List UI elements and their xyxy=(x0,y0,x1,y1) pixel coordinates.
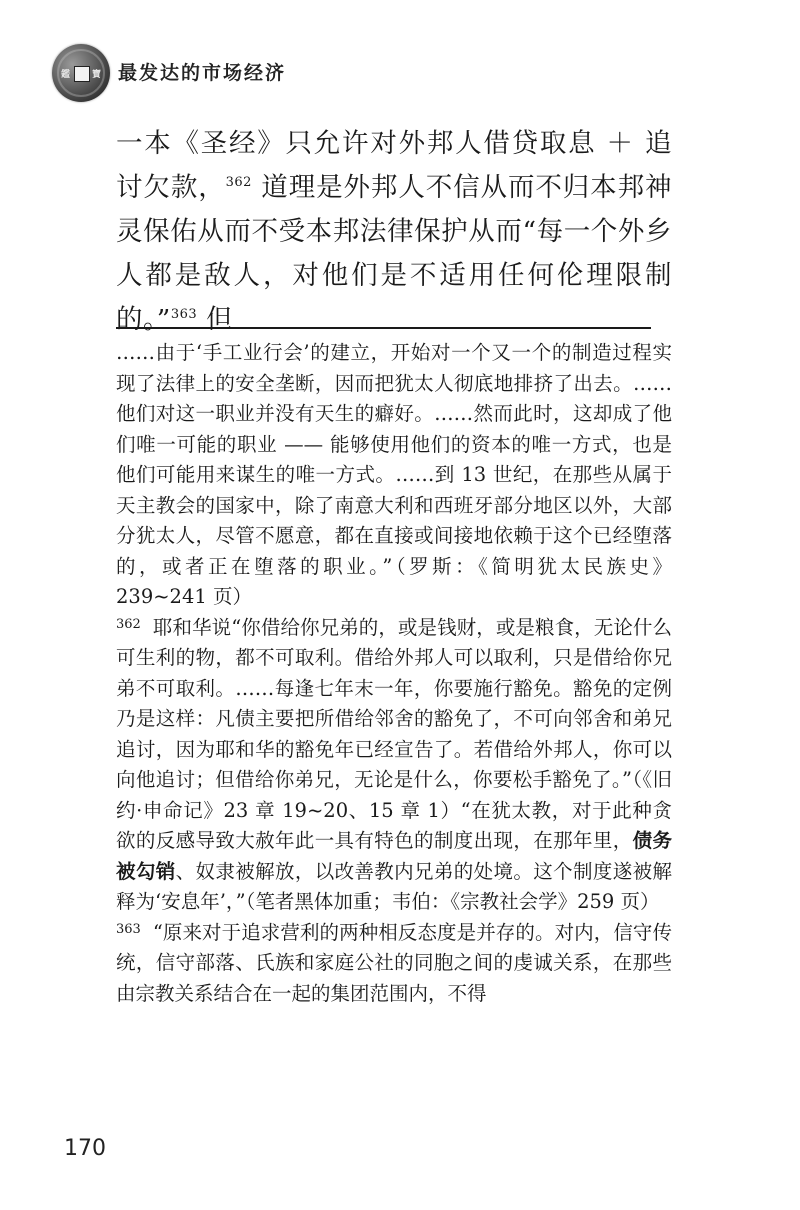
footnote-ref-363: 363 xyxy=(170,307,198,323)
footnote-continued: ……由于‘手工业行会’的建立，开始对一个又一个的制造过程实现了法律上的安全垄断，因而把犹太人彻底地排挤了出去。……他们对这一职业并没有天生的癖好。……然而此时，这却成了他们唯一可能的职业 —— 能够使用他们的资本的唯一方式，也是他们可能用来谋生的唯一方式。……到 13 世纪，在那些从属于天主教会的国家中，除了南意大利和西班牙部分地区以外，大部分犹太人，尽管不愿意，都在直接或间接地依赖于这个已经堕落的，或者正在堕落的职业。”（罗斯：《简明犹太民族史》239~241 页） xyxy=(116,341,672,608)
running-header xyxy=(52,44,692,104)
footnote-362: 362 耶和华说“你借给你兄弟的，或是钱财，或是粮食，无论什么可生利的物，都不可取利。借给外邦人可以取利，只是借给你兄弟不可取利。……每逢七年末一年，你要施行豁免。豁免的定例乃是这样：凡债主要把所借给邻舍的豁免了，不可向邻舍和弟兄追讨，因为耶和华的豁免年已经宣告了。若借给外邦人，你可以向他追讨；但借给你弟兄，无论是什么，你要松手豁免了。”（《旧约·申命记》23 章 19~20、15 章 1）“在犹太教，对于此种贪欲的反感导致大赦年此一具有特色的制度出现，在那年里，债务被勾销、奴隶被解放，以改善教内兄弟的处境。这个制度遂被解释为‘安息年’，”（笔者黑体加重；韦伯：《宗教社会学》259 页） xyxy=(116,615,672,913)
coin-emblem-icon xyxy=(52,44,110,102)
footnotes-section xyxy=(116,338,672,1009)
main-paragraph xyxy=(116,122,672,342)
running-title: 最发达的市场经济 xyxy=(118,62,287,84)
footnote-363-text: “原来对于追求营利的两种相反态度是并存的。对内，信守传统，信守部落、氏族和家庭公社的同胞之间的虔诚关系，在那些由宗教关系结合在一起的集团范围内，不得 xyxy=(116,920,672,1005)
emblem-char-right: 寶 xyxy=(91,70,101,80)
footnote-363: 363 “原来对于追求营利的两种相反态度是并存的。对内，信守传统，信守部落、氏族和家庭公社的同胞之间的虔诚关系，在那些由宗教关系结合在一起的集团范围内，不得 xyxy=(116,920,672,1005)
footnote-362-bold-text: 债务被勾销 xyxy=(116,829,672,883)
paragraph-text-start: 一本《圣经》只允许对外邦人借贷取息 ＋ 追讨欠款， xyxy=(116,128,672,203)
page-number: 170 xyxy=(64,1136,106,1161)
emblem-char-left: 鑑 xyxy=(61,70,71,80)
footnote-362-text-end: 、奴隶被解放，以改善教内兄弟的处境。这个制度遂被解释为‘安息年’，”（笔者黑体加重；韦伯：《宗教社会学》259 页） xyxy=(116,859,672,913)
paragraph-text-middle: 道理是外邦人不信从而不归本邦神灵保佑从而不受本邦法律保护从而“每一个外乡人都是敌人，对他们是不适用任何伦理限制的。” xyxy=(116,172,672,335)
footnote-ref-362: 362 xyxy=(225,175,252,191)
footnote-divider xyxy=(116,327,651,329)
coin-square-hole xyxy=(74,66,90,82)
paragraph-text-end: 但 xyxy=(197,304,234,335)
footnote-362-text: 耶和华说“你借给你兄弟的，或是钱财，或是粮食，无论什么可生利的物，都不可取利。借给外邦人可以取利，只是借给你兄弟不可取利。……每逢七年末一年，你要施行豁免。豁免的定例乃是这样：凡债主要把所借给邻舍的豁免了，不可向邻舍和弟兄追讨，因为耶和华的豁免年已经宣告了。若借给外邦人，你可以向他追讨；但借给你弟兄，无论是什么，你要松手豁免了。”（《旧约·申命记》23 章 19~20、15 章 1）“在犹太教，对于此种贪欲的反感导致大赦年此一具有特色的制度出现，在那年里， xyxy=(116,615,672,852)
